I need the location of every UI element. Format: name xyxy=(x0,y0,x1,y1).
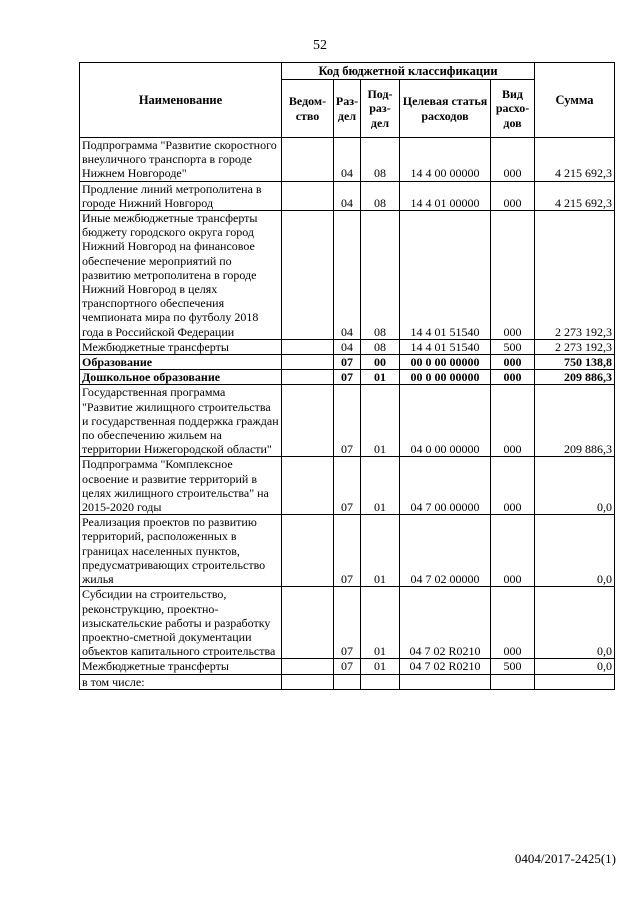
table-row xyxy=(80,457,615,515)
cell-section: 07 xyxy=(334,457,361,515)
cell-expense-type: 000 xyxy=(491,587,535,659)
cell-target: 14 4 01 51540 xyxy=(400,211,491,340)
header-department: Ведом-ство xyxy=(282,80,334,138)
cell-subsection xyxy=(361,674,400,689)
cell-department xyxy=(282,659,334,674)
cell-section: 04 xyxy=(334,181,361,210)
cell-expense-type: 000 xyxy=(491,211,535,340)
cell-target: 00 0 00 00000 xyxy=(400,355,491,370)
cell-expense-type xyxy=(491,674,535,689)
page-number: 52 xyxy=(313,38,327,53)
cell-name: Подпрограмма "Комплексное освоение и развитие территорий в целях жилищного строительства" на 2015-2020 годы xyxy=(80,457,282,515)
cell-section: 04 xyxy=(334,339,361,354)
cell-expense-type: 000 xyxy=(491,181,535,210)
header-row-group xyxy=(80,63,615,80)
table-row xyxy=(80,370,615,385)
table-row xyxy=(80,385,615,457)
cell-name: Субсидии на строительство, реконструкцию, проектно-изыскательские работы и разработку проектно-сметной документации объектов капитального строительства xyxy=(80,587,282,659)
cell-target: 04 7 00 00000 xyxy=(400,457,491,515)
cell-sum xyxy=(535,674,615,689)
header-classification-group: Код бюджетной классификации xyxy=(282,63,535,80)
cell-name: Подпрограмма "Развитие скоростного внеуличного транспорта в городе Нижнем Новгороде" xyxy=(80,138,282,182)
table-row xyxy=(80,181,615,210)
cell-department xyxy=(282,211,334,340)
table-row xyxy=(80,339,615,354)
cell-department xyxy=(282,457,334,515)
cell-department xyxy=(282,339,334,354)
cell-section: 07 xyxy=(334,515,361,587)
cell-expense-type: 000 xyxy=(491,515,535,587)
table-row xyxy=(80,674,615,689)
budget-table xyxy=(79,62,615,690)
cell-target: 04 7 02 R0210 xyxy=(400,587,491,659)
cell-target: 14 4 01 00000 xyxy=(400,181,491,210)
cell-sum: 0,0 xyxy=(535,587,615,659)
cell-section: 04 xyxy=(334,211,361,340)
table-row xyxy=(80,211,615,340)
cell-sum: 0,0 xyxy=(535,457,615,515)
cell-department xyxy=(282,355,334,370)
cell-expense-type: 500 xyxy=(491,339,535,354)
cell-expense-type: 000 xyxy=(491,385,535,457)
cell-subsection: 01 xyxy=(361,659,400,674)
header-target: Целевая статья расходов xyxy=(400,80,491,138)
cell-target: 04 0 00 00000 xyxy=(400,385,491,457)
cell-subsection: 08 xyxy=(361,181,400,210)
cell-section: 07 xyxy=(334,587,361,659)
cell-expense-type: 500 xyxy=(491,659,535,674)
cell-expense-type: 000 xyxy=(491,138,535,182)
cell-target: 04 7 02 R0210 xyxy=(400,659,491,674)
cell-name: Продление линий метрополитена в городе Нижний Новгород xyxy=(80,181,282,210)
cell-expense-type: 000 xyxy=(491,370,535,385)
cell-sum: 209 886,3 xyxy=(535,385,615,457)
cell-department xyxy=(282,587,334,659)
cell-name: Реализация проектов по развитию территорий, расположенных в границах населенных пунктов, предусматривающих строительство жилья xyxy=(80,515,282,587)
cell-sum: 209 886,3 xyxy=(535,370,615,385)
cell-expense-type: 000 xyxy=(491,355,535,370)
cell-name: Образование xyxy=(80,355,282,370)
cell-subsection: 01 xyxy=(361,385,400,457)
cell-name: в том числе: xyxy=(80,674,282,689)
table-row xyxy=(80,138,615,182)
cell-subsection: 01 xyxy=(361,457,400,515)
cell-department xyxy=(282,370,334,385)
cell-section: 07 xyxy=(334,355,361,370)
document-code: 0404/2017-2425(1) xyxy=(514,851,616,866)
cell-department xyxy=(282,138,334,182)
cell-expense-type: 000 xyxy=(491,457,535,515)
table-row xyxy=(80,587,615,659)
cell-sum: 750 138,8 xyxy=(535,355,615,370)
cell-name: Межбюджетные трансферты xyxy=(80,339,282,354)
cell-target xyxy=(400,674,491,689)
cell-sum: 4 215 692,3 xyxy=(535,181,615,210)
cell-department xyxy=(282,515,334,587)
cell-department xyxy=(282,181,334,210)
header-subsection: Под-раз-дел xyxy=(361,80,400,138)
cell-name: Иные межбюджетные трансферты бюджету городского округа город Нижний Новгород на финансовое обеспечение мероприятий по развитию метрополитена в городе Нижний Новгород в целях транспортного обеспечения чемпионата мира по футболу 2018 года в Российской Федерации xyxy=(80,211,282,340)
table-row xyxy=(80,659,615,674)
cell-sum: 0,0 xyxy=(535,659,615,674)
header-name: Наименование xyxy=(80,63,282,138)
cell-name: Межбюджетные трансферты xyxy=(80,659,282,674)
cell-subsection: 08 xyxy=(361,138,400,182)
table-body xyxy=(80,138,615,690)
cell-target: 14 4 00 00000 xyxy=(400,138,491,182)
table-row xyxy=(80,515,615,587)
cell-section: 07 xyxy=(334,385,361,457)
cell-name: Дошкольное образование xyxy=(80,370,282,385)
cell-section xyxy=(334,674,361,689)
cell-sum: 2 273 192,3 xyxy=(535,211,615,340)
header-section: Раз-дел xyxy=(334,80,361,138)
cell-subsection: 08 xyxy=(361,339,400,354)
cell-target: 14 4 01 51540 xyxy=(400,339,491,354)
cell-subsection: 01 xyxy=(361,370,400,385)
cell-sum: 4 215 692,3 xyxy=(535,138,615,182)
header-expense-type: Вид расхо-дов xyxy=(491,80,535,138)
cell-name: Государственная программа "Развитие жилищного строительства и государственная поддержка граждан по обеспечению жильем на территории Нижегородской области" xyxy=(80,385,282,457)
cell-subsection: 01 xyxy=(361,515,400,587)
cell-sum: 2 273 192,3 xyxy=(535,339,615,354)
cell-section: 07 xyxy=(334,370,361,385)
table-row xyxy=(80,355,615,370)
cell-department xyxy=(282,674,334,689)
cell-department xyxy=(282,385,334,457)
cell-target: 00 0 00 00000 xyxy=(400,370,491,385)
cell-subsection: 08 xyxy=(361,211,400,340)
cell-section: 04 xyxy=(334,138,361,182)
header-sum: Сумма xyxy=(535,63,615,138)
cell-target: 04 7 02 00000 xyxy=(400,515,491,587)
cell-section: 07 xyxy=(334,659,361,674)
cell-subsection: 00 xyxy=(361,355,400,370)
cell-subsection: 01 xyxy=(361,587,400,659)
cell-sum: 0,0 xyxy=(535,515,615,587)
